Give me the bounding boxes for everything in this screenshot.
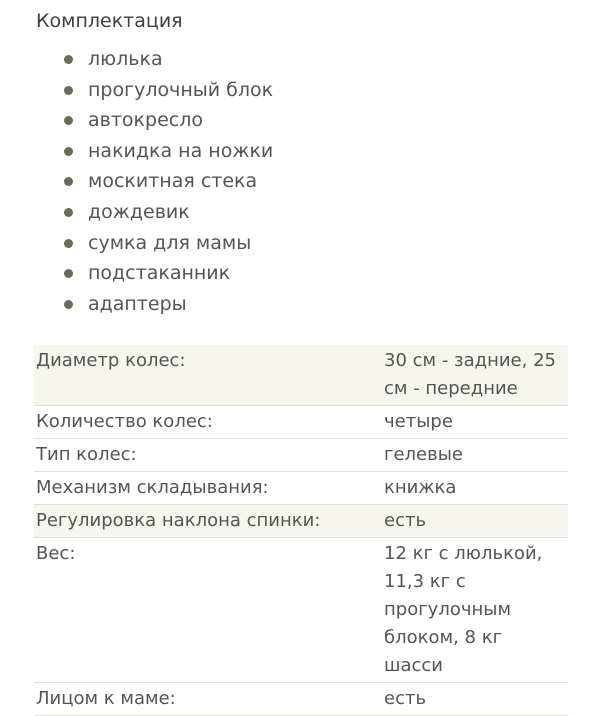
- table-row: [34, 472, 568, 505]
- list-item: [0, 75, 273, 106]
- list-item: [0, 197, 273, 228]
- bullet-icon: [64, 55, 73, 64]
- spec-name: Тип колес:: [36, 444, 137, 465]
- spec-value: 30 см - задние, 25 см - передние: [384, 350, 556, 399]
- kit-title: Комплектация: [36, 10, 183, 32]
- kit-item-label: накидка на ножки: [88, 139, 274, 162]
- kit-item-label: прогулочный блок: [88, 78, 274, 101]
- table-row: [34, 439, 568, 472]
- bullet-icon: [64, 208, 73, 217]
- spec-name: Диаметр колес:: [36, 350, 186, 371]
- spec-value: четыре: [384, 411, 453, 432]
- list-item: [0, 136, 273, 167]
- spec-name: Вес:: [36, 543, 76, 564]
- list-item: [0, 228, 273, 259]
- table-row: [34, 683, 568, 716]
- kit-list: [0, 44, 273, 319]
- spec-value: книжка: [384, 477, 457, 498]
- spec-value: есть: [384, 510, 427, 531]
- list-item: [0, 105, 273, 136]
- bullet-icon: [64, 239, 73, 248]
- list-item: [0, 289, 273, 320]
- spec-name: Лицом к маме:: [36, 688, 176, 709]
- table-row: [34, 505, 568, 538]
- kit-item-label: адаптеры: [88, 292, 187, 315]
- kit-item-label: сумка для мамы: [88, 231, 252, 254]
- bullet-icon: [64, 116, 73, 125]
- bullet-icon: [64, 300, 73, 309]
- spec-table: [34, 345, 568, 716]
- spec-value: гелевые: [384, 444, 464, 465]
- spec-name: Количество колес:: [36, 411, 213, 432]
- spec-value: есть: [384, 688, 427, 709]
- kit-item-label: подстаканник: [88, 262, 231, 285]
- list-item: [0, 166, 273, 197]
- table-row: [34, 406, 568, 439]
- kit-item-label: автокресло: [88, 109, 203, 132]
- bullet-icon: [64, 86, 73, 95]
- bullet-icon: [64, 147, 73, 156]
- bullet-icon: [64, 177, 73, 186]
- kit-item-label: дождевик: [88, 200, 190, 223]
- spec-name: Регулировка наклона спинки:: [36, 510, 321, 531]
- bullet-icon: [64, 269, 73, 278]
- kit-item-label: москитная стека: [88, 170, 258, 193]
- table-row: [34, 345, 568, 406]
- kit-item-label: люлька: [88, 48, 163, 70]
- table-row: [34, 538, 568, 683]
- spec-name: Механизм складывания:: [36, 477, 269, 498]
- list-item: [0, 44, 273, 75]
- list-item: [0, 258, 273, 289]
- spec-value: 12 кг с люлькой, 11,3 кг с прогулочным блоком, 8 кг шасси: [384, 543, 543, 676]
